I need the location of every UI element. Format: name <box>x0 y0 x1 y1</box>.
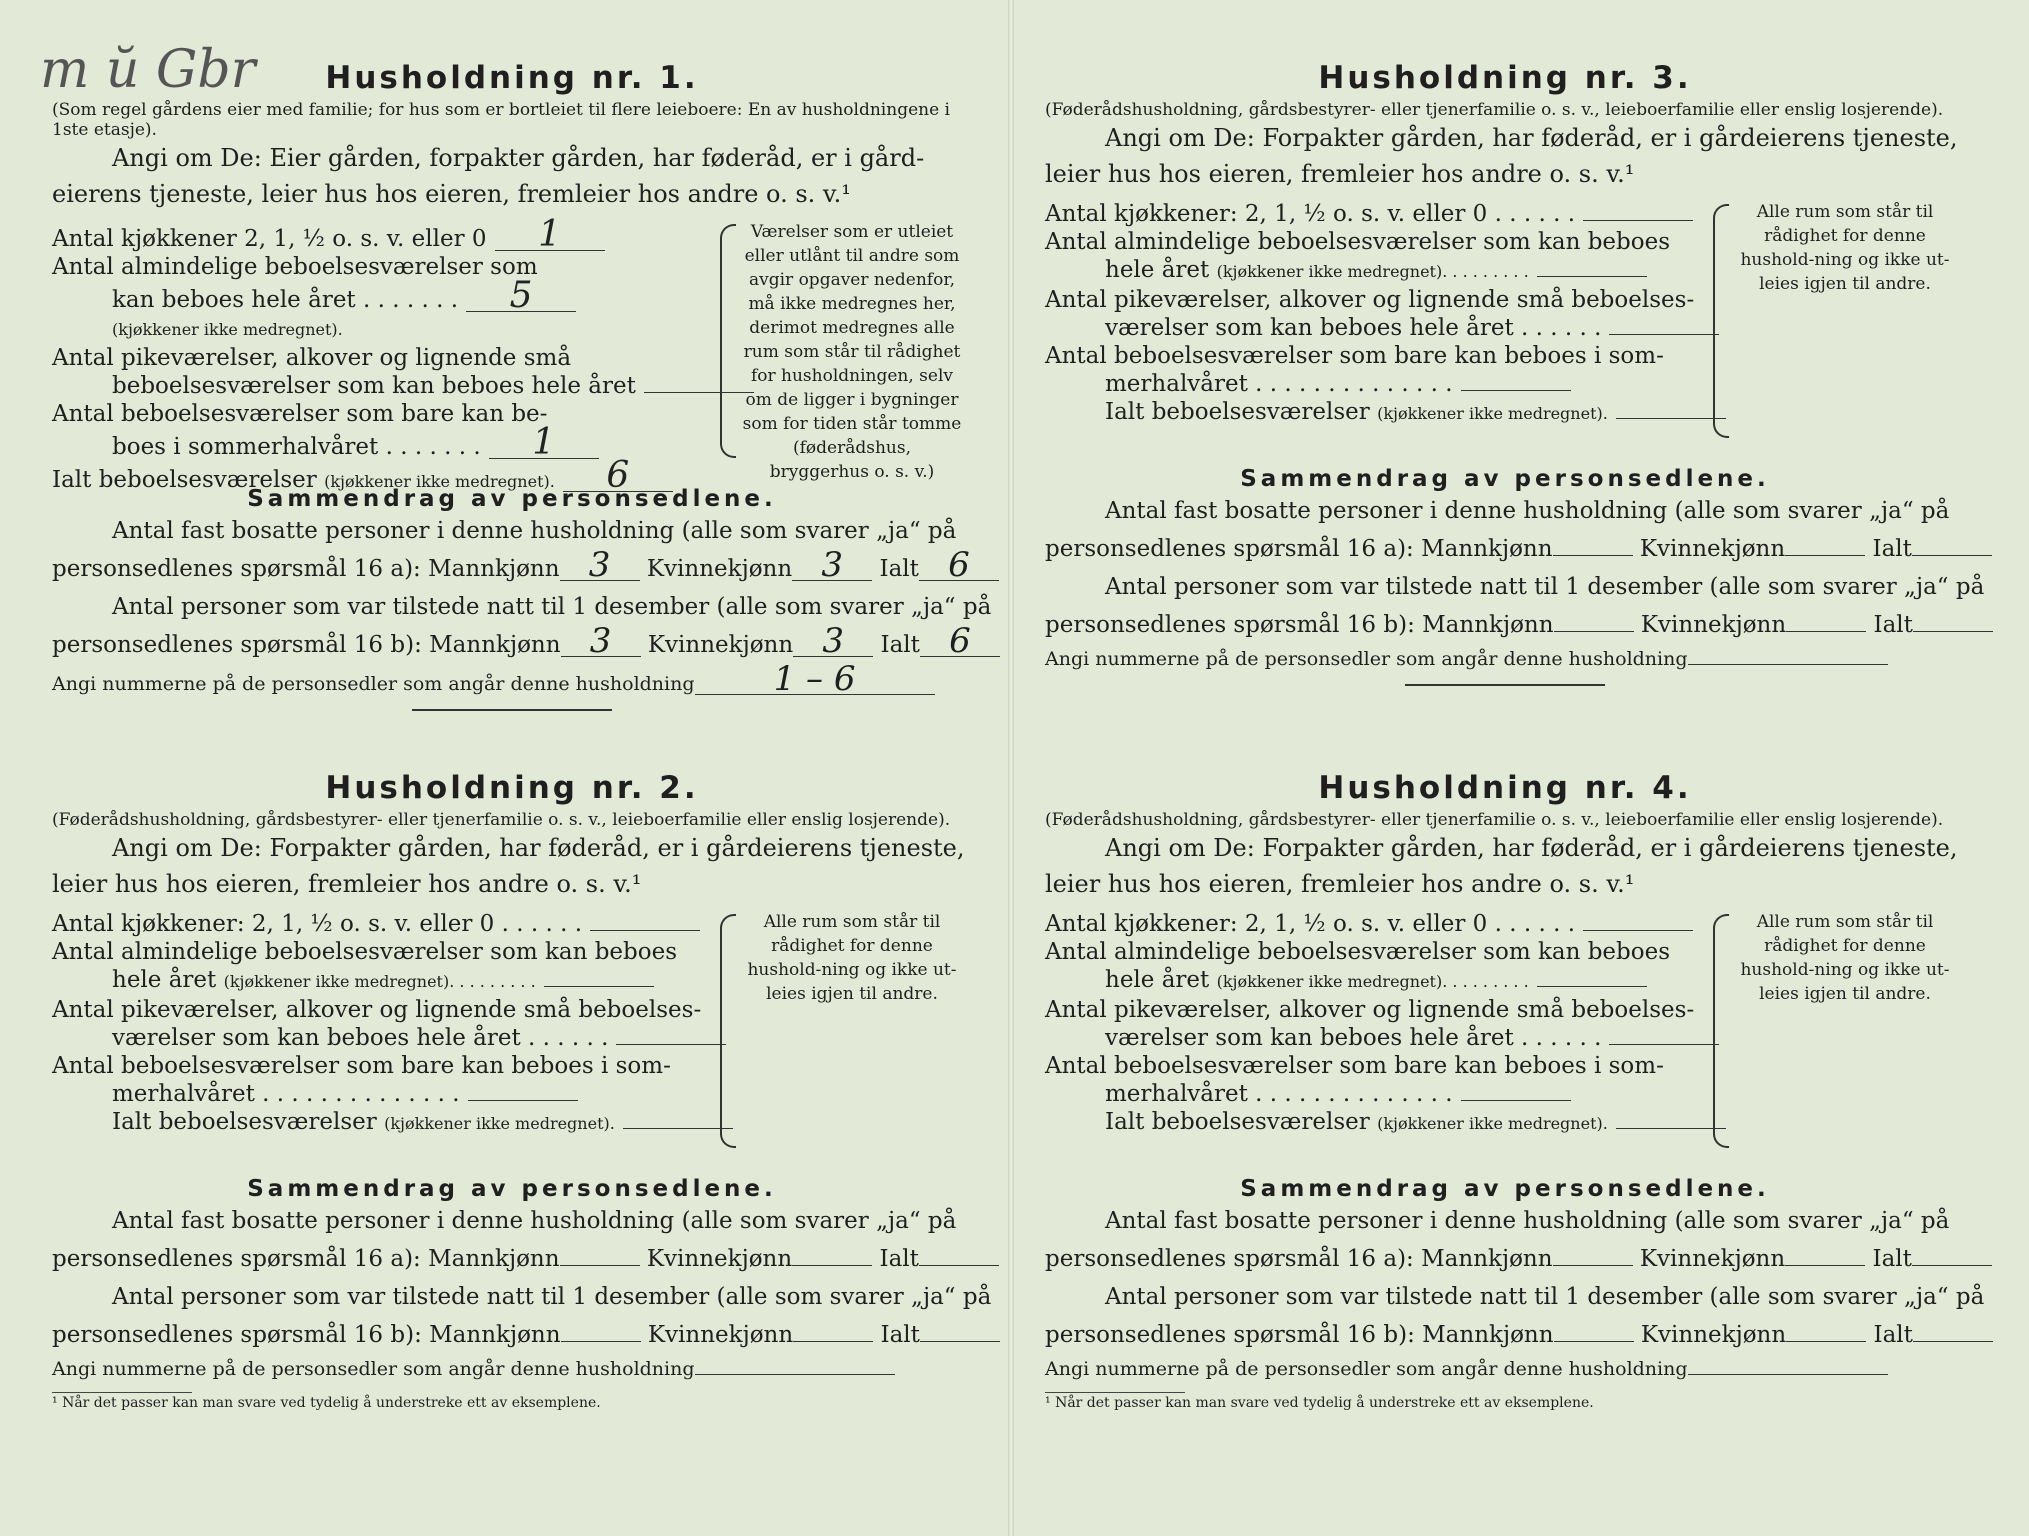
summer-row-a: Antal beboelsesværelser som bare kan beboes i som- <box>1045 343 1664 369</box>
ordinary-row-a: Antal almindelige beboelsesværelser som <box>52 254 538 280</box>
summary-title: Sammendrag av personsedlene. <box>1240 466 1770 492</box>
total-row: Ialt beboelsesværelser (kjøkkener ikke medregnet). <box>1045 1108 1705 1138</box>
present-line-b: personsedlenes spørsmål 16 b): Mannkjønn Kvinnekjønn Ialt <box>1045 606 1965 644</box>
angi-line-1: Angi om De: Forpakter gården, har føderåd, er i gårdeierens tjeneste, <box>1105 834 1958 862</box>
ordinary-row-b: hele året (kjøkkener ikke medregnet). . . . . . . . . <box>1045 966 1705 996</box>
present-line-b: personsedlenes spørsmål 16 b): Mannkjønn Kvinnekjønn Ialt <box>52 1316 972 1354</box>
fast-line-b: personsedlenes spørsmål 16 a): Mannkjønn Kvinnekjønn Ialt <box>1045 1240 1965 1278</box>
maid-row-b: værelser som kan beboes hele året . . . . . . <box>1045 1024 1705 1052</box>
total-row: Ialt beboelsesværelser (kjøkkener ikke medregnet). <box>1045 398 1705 428</box>
present-male[interactable]: 3 <box>561 626 641 657</box>
present-male[interactable] <box>1554 631 1634 632</box>
room-rows <box>52 910 712 1138</box>
summer-row-a: Antal beboelsesværelser som bare kan be- <box>52 401 548 427</box>
right-column <box>1045 60 1985 1470</box>
maid-value[interactable] <box>1609 334 1719 335</box>
household-title: Husholdning nr. 3. <box>1318 60 1692 96</box>
household-3 <box>1045 60 1985 760</box>
sidenote: Alle rum som står til rådighet for denne hushold-ning og ikke ut-leies igjen til andre. <box>1740 912 1950 1004</box>
fast-male[interactable] <box>1553 1265 1633 1266</box>
present-male[interactable] <box>561 1341 641 1342</box>
fast-line-a: Antal fast bosatte personer i denne husholdning (alle som svarer „ja“ på <box>112 518 957 544</box>
angi-line-2: leier hus hos eieren, fremleier hos andre o. s. v.¹ <box>52 870 642 898</box>
present-female[interactable] <box>1786 631 1866 632</box>
numbers-value[interactable] <box>695 1374 895 1375</box>
numbers-value[interactable] <box>1688 664 1888 665</box>
present-total[interactable] <box>1913 1341 1993 1342</box>
ordinary-row-b: hele året (kjøkkener ikke medregnet). . . . . . . . . <box>52 966 712 996</box>
angi-line-2: leier hus hos eieren, fremleier hos andre o. s. v.¹ <box>1045 870 1635 898</box>
fast-male[interactable] <box>1553 555 1633 556</box>
total-row: Ialt beboelsesværelser (kjøkkener ikke medregnet). <box>52 1108 712 1138</box>
present-line-a: Antal personer som var tilstede natt til 1 desember (alle som svarer „ja“ på <box>1105 574 1985 600</box>
page-fold <box>1008 0 1014 1536</box>
maid-value[interactable] <box>644 392 754 393</box>
present-female[interactable]: 3 <box>793 626 873 657</box>
room-rows <box>52 214 712 496</box>
room-rows <box>1045 910 1705 1138</box>
rooms-block <box>1045 910 1965 1170</box>
fast-female[interactable] <box>1785 1265 1865 1266</box>
summer-row-b: boes i sommerhalvåret . . . . . . . 1 <box>52 428 712 461</box>
household-1 <box>52 60 992 760</box>
total-row: Ialt beboelsesværelser (kjøkkener ikke medregnet). 6 <box>52 461 712 496</box>
fast-female[interactable] <box>792 1265 872 1266</box>
numbers-value[interactable]: 1 – 6 <box>695 664 935 695</box>
ordinary-value[interactable]: 5 <box>466 281 576 312</box>
fast-line-b: personsedlenes spørsmål 16 a): Mannkjønn 3 Kvinnekjønn 3 Ialt 6 <box>52 550 972 588</box>
household-title: Husholdning nr. 2. <box>325 770 699 806</box>
present-line-a: Antal personer som var tilstede natt til 1 desember (alle som svarer „ja“ på <box>112 594 992 620</box>
numbers-line: Angi nummerne på de personsedler som angår denne husholdning <box>52 1354 972 1384</box>
rooms-block <box>52 910 972 1170</box>
brace-icon <box>1713 914 1729 1148</box>
total-value[interactable]: 6 <box>563 461 673 492</box>
summer-row-b: merhalvåret . . . . . . . . . . . . . . <box>1045 1080 1705 1108</box>
margin-handwriting: m ŭ Gbr <box>40 40 256 100</box>
summary-title: Sammendrag av personsedlene. <box>247 486 777 512</box>
household-note: (Føderådshusholdning, gårdsbestyrer- eller tjenerfamilie o. s. v., leieboerfamilie eller enslig losjerende). <box>1045 100 1944 120</box>
maid-row-b: værelser som kan beboes hele året . . . . . . <box>52 1024 712 1052</box>
household-note: (Som regel gårdens eier med familie; for hus som er bortleiet til flere leieboere: En av husholdningene i 1ste etasje). <box>52 100 950 140</box>
kitchens-row: Antal kjøkkener: 2, 1, ½ o. s. v. eller 0 . . . . . . <box>52 910 712 938</box>
present-line-a: Antal personer som var tilstede natt til 1 desember (alle som svarer „ja“ på <box>1105 1284 1985 1310</box>
rooms-block <box>52 214 972 496</box>
household-note: (Føderådshusholdning, gårdsbestyrer- eller tjenerfamilie o. s. v., leieboerfamilie eller enslig losjerende). <box>52 810 951 830</box>
maid-row-b: beboelsesværelser som kan beboes hele året <box>52 372 712 400</box>
fast-male[interactable]: 3 <box>560 550 640 581</box>
kitchens-value[interactable] <box>590 930 700 931</box>
numbers-line: Angi nummerne på de personsedler som angår denne husholdning 1 – 6 <box>52 664 972 699</box>
summer-value[interactable] <box>1461 1100 1571 1101</box>
footnote: ¹ Når det passer kan man svare ved tydelig å understreke ett av eksemplene. <box>52 1392 192 1411</box>
ordinary-row-b: hele året (kjøkkener ikke medregnet). . . . . . . . . <box>1045 256 1705 286</box>
brace-icon <box>720 914 736 1148</box>
present-total[interactable] <box>920 1341 1000 1342</box>
kitchens-row: Antal kjøkkener: 2, 1, ½ o. s. v. eller 0 . . . . . . <box>1045 910 1705 938</box>
ordinary-row-a: Antal almindelige beboelsesværelser som kan beboes <box>52 939 678 965</box>
fast-total[interactable] <box>919 1265 999 1266</box>
fast-female[interactable]: 3 <box>792 550 872 581</box>
maid-value[interactable] <box>616 1044 726 1045</box>
ordinary-row-b: kan beboes hele året . . . . . . . 5 <box>52 281 712 314</box>
angi-line-1: Angi om De: Forpakter gården, har føderåd, er i gårdeierens tjeneste, <box>112 834 965 862</box>
angi-line-1: Angi om De: Forpakter gården, har føderåd, er i gårdeierens tjeneste, <box>1105 124 1958 152</box>
sidenote: Alle rum som står til rådighet for denne hushold-ning og ikke ut-leies igjen til andre. <box>747 912 957 1004</box>
household-title: Husholdning nr. 4. <box>1318 770 1692 806</box>
household-title: Husholdning nr. 1. <box>325 60 699 96</box>
left-column <box>52 60 992 1470</box>
present-female[interactable] <box>793 1341 873 1342</box>
divider <box>1405 684 1605 686</box>
ordinary-row-a: Antal almindelige beboelsesværelser som kan beboes <box>1045 939 1671 965</box>
maid-row-a: Antal pikeværelser, alkover og lignende små beboelses- <box>1045 997 1695 1023</box>
room-rows <box>1045 200 1705 428</box>
total-value[interactable] <box>1616 1128 1726 1129</box>
maid-value[interactable] <box>1609 1044 1719 1045</box>
present-line-a: Antal personer som var tilstede natt til 1 desember (alle som svarer „ja“ på <box>112 1284 992 1310</box>
numbers-value[interactable] <box>1688 1374 1888 1375</box>
maid-row-a: Antal pikeværelser, alkover og lignende små beboelses- <box>1045 287 1695 313</box>
kitchens-value[interactable] <box>1583 220 1693 221</box>
numbers-line: Angi nummerne på de personsedler som angår denne husholdning <box>1045 644 1965 674</box>
present-line-b: personsedlenes spørsmål 16 b): Mannkjønn 3 Kvinnekjønn 3 Ialt 6 <box>52 626 972 664</box>
fast-total[interactable]: 6 <box>919 550 999 581</box>
summer-row-b: merhalvåret . . . . . . . . . . . . . . <box>1045 370 1705 398</box>
brace-icon <box>720 224 736 458</box>
summer-row-a: Antal beboelsesværelser som bare kan beboes i som- <box>52 1053 671 1079</box>
numbers-line: Angi nummerne på de personsedler som angår denne husholdning <box>1045 1354 1965 1384</box>
fast-female[interactable] <box>1785 555 1865 556</box>
kitchens-value[interactable] <box>1583 930 1693 931</box>
fast-line-a: Antal fast bosatte personer i denne husholdning (alle som svarer „ja“ på <box>112 1208 957 1234</box>
ordinary-row-a: Antal almindelige beboelsesværelser som kan beboes <box>1045 229 1671 255</box>
rooms-block <box>1045 200 1965 460</box>
maid-row-a: Antal pikeværelser, alkover og lignende små <box>52 345 572 371</box>
summary-title: Sammendrag av personsedlene. <box>1240 1176 1770 1202</box>
summer-row-b: merhalvåret . . . . . . . . . . . . . . <box>52 1080 712 1108</box>
angi-line-2: leier hus hos eieren, fremleier hos andre o. s. v.¹ <box>1045 160 1635 188</box>
present-total[interactable]: 6 <box>920 626 1000 657</box>
summer-value[interactable] <box>1461 390 1571 391</box>
maid-row-a: Antal pikeværelser, alkover og lignende små beboelses- <box>52 997 702 1023</box>
summer-value[interactable] <box>468 1100 578 1101</box>
household-4 <box>1045 770 1985 1470</box>
summer-value[interactable]: 1 <box>489 428 599 459</box>
total-value[interactable] <box>623 1128 733 1129</box>
ordinary-note: (kjøkkener ikke medregnet). <box>112 320 343 339</box>
angi-line-1: Angi om De: Eier gården, forpakter gården, har føderåd, er i gård- <box>112 144 925 172</box>
fast-line-a: Antal fast bosatte personer i denne husholdning (alle som svarer „ja“ på <box>1105 1208 1950 1234</box>
fast-male[interactable] <box>560 1265 640 1266</box>
present-total[interactable] <box>1913 631 1993 632</box>
ordinary-value[interactable] <box>1537 986 1647 987</box>
present-female[interactable] <box>1786 1341 1866 1342</box>
total-value[interactable] <box>1616 418 1726 419</box>
household-2 <box>52 770 992 1470</box>
kitchens-row: Antal kjøkkener 2, 1, ½ o. s. v. eller 0 1 <box>52 220 712 253</box>
ordinary-value[interactable] <box>544 986 654 987</box>
fast-total[interactable] <box>1912 555 1992 556</box>
ordinary-value[interactable] <box>1537 276 1647 277</box>
kitchens-value[interactable]: 1 <box>495 220 605 251</box>
fast-line-b: personsedlenes spørsmål 16 a): Mannkjønn Kvinnekjønn Ialt <box>1045 530 1965 568</box>
angi-line-2: eierens tjeneste, leier hus hos eieren, fremleier hos andre o. s. v.¹ <box>52 180 851 208</box>
present-male[interactable] <box>1554 1341 1634 1342</box>
fast-line-a: Antal fast bosatte personer i denne husholdning (alle som svarer „ja“ på <box>1105 498 1950 524</box>
fast-total[interactable] <box>1912 1265 1992 1266</box>
summer-row-a: Antal beboelsesværelser som bare kan beboes i som- <box>1045 1053 1664 1079</box>
footnote: ¹ Når det passer kan man svare ved tydelig å understreke ett av eksemplene. <box>1045 1392 1185 1411</box>
present-line-b: personsedlenes spørsmål 16 b): Mannkjønn Kvinnekjønn Ialt <box>1045 1316 1965 1354</box>
maid-row-b: værelser som kan beboes hele året . . . . . . <box>1045 314 1705 342</box>
fast-line-b: personsedlenes spørsmål 16 a): Mannkjønn Kvinnekjønn Ialt <box>52 1240 972 1278</box>
divider <box>412 709 612 711</box>
sidenote: Værelser som er utleiet eller utlånt til andre som avgir opgaver nedenfor, må ikke medregnes her, derimot medregnes alle rum som står til rådighet for husholdningen, selv om de ligger i bygninger som for tiden står tomme (føderådshus, bryggerhus o. s. v.) <box>742 222 962 482</box>
household-note: (Føderådshusholdning, gårdsbestyrer- eller tjenerfamilie o. s. v., leieboerfamilie eller enslig losjerende). <box>1045 810 1944 830</box>
sidenote: Alle rum som står til rådighet for denne hushold-ning og ikke ut-leies igjen til andre. <box>1740 202 1950 294</box>
kitchens-row: Antal kjøkkener: 2, 1, ½ o. s. v. eller 0 . . . . . . <box>1045 200 1705 228</box>
summary-title: Sammendrag av personsedlene. <box>247 1176 777 1202</box>
brace-icon <box>1713 204 1729 438</box>
